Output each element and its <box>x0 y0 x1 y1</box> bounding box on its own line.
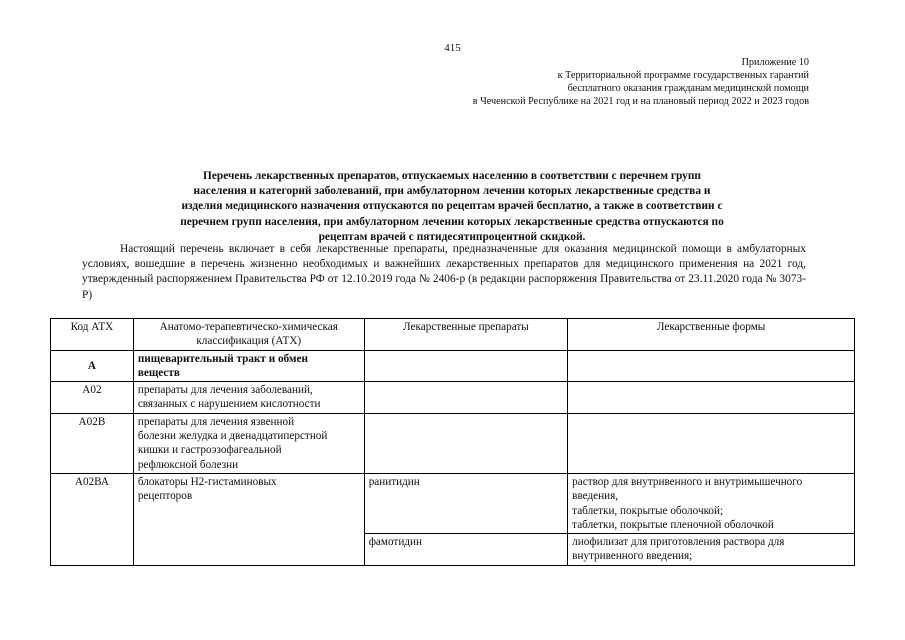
header-drugs: Лекарственные препараты <box>364 319 567 351</box>
appendix-line: к Территориальной программе государственных гарантий <box>557 70 809 81</box>
title-line: Перечень лекарственных препаратов, отпускаемых населению в соответствии с перечнем групп <box>202 170 701 182</box>
drug-name: ранитидин <box>364 473 567 533</box>
atc-code: А02ВА <box>51 473 134 565</box>
atc-code: А02В <box>51 413 134 473</box>
appendix-header <box>473 56 809 108</box>
form-cell <box>568 413 855 473</box>
title-line: перечнем групп населения, при амбулаторном лечении которых лекарственные средства отпускаются по <box>180 215 724 228</box>
header-classification: Анатомо-терапевтическо-химическая классификация (АТХ) <box>133 319 364 351</box>
header-forms: Лекарственные формы <box>568 319 855 351</box>
header-code: Код АТХ <box>51 319 134 351</box>
drug-table <box>50 318 855 566</box>
atc-classification: пищеварительный тракт и обмен веществ <box>133 350 364 382</box>
atc-code: А <box>51 350 134 382</box>
drug-cell <box>364 413 567 473</box>
atc-classification: препараты для лечения заболеваний, связанных с нарушением кислотности <box>133 382 364 414</box>
table-row <box>51 382 855 414</box>
form-cell <box>568 350 855 382</box>
document-title <box>110 169 794 245</box>
atc-classification: препараты для лечения язвенной болезни желудка и двенадцатиперстной кишки и гастроэзофагеальной рефлюксной болезни <box>133 413 364 473</box>
title-line: изделия медицинского назначения отпускаются по рецептам врачей бесплатно, а также в соответствии с <box>181 200 723 213</box>
table-header-row <box>51 319 855 351</box>
drug-forms: раствор для внутривенного и внутримышечного введения, таблетки, покрытые оболочкой; таблетки, покрытые пленочной оболочкой <box>568 473 855 533</box>
atc-classification: блокаторы Н2-гистаминовых рецепторов <box>133 473 364 565</box>
intro-text: Настоящий перечень включает в себя лекарственные препараты, предназначенные для оказания медицинской помощи в амбулаторных условиях, вошедшие в перечень жизненно необходимых и важнейших лекарственных препаратов для медицинского применения на 2021 год, утвержденный распоряжением Правительства РФ от 12.10.2019 года № 2406-р (в редакции распоряжения Правительства от 23.11.2020 года № 3073-Р) <box>82 243 806 301</box>
appendix-line: Приложение 10 <box>741 57 809 68</box>
drug-forms: лиофилизат для приготовления раствора для внутривенного введения; <box>568 534 855 566</box>
intro-paragraph <box>82 242 806 303</box>
table-row <box>51 350 855 382</box>
title-line: рецептам врачей с пятидесятипроцентной скидкой. <box>318 230 586 243</box>
appendix-line: бесплатного оказания гражданам медицинской помощи <box>567 83 809 94</box>
drug-name: фамотидин <box>364 534 567 566</box>
table-row <box>51 413 855 473</box>
drug-cell <box>364 382 567 414</box>
drug-cell <box>364 350 567 382</box>
appendix-line: в Чеченской Республике на 2021 год и на плановый период 2022 и 2023 годов <box>472 96 809 107</box>
atc-code: А02 <box>51 382 134 414</box>
title-line: населения и категорий заболеваний, при амбулаторном лечении которых лекарственные средства и <box>193 185 711 198</box>
form-cell <box>568 382 855 414</box>
table-row <box>51 473 855 533</box>
page-number: 415 <box>444 42 461 54</box>
